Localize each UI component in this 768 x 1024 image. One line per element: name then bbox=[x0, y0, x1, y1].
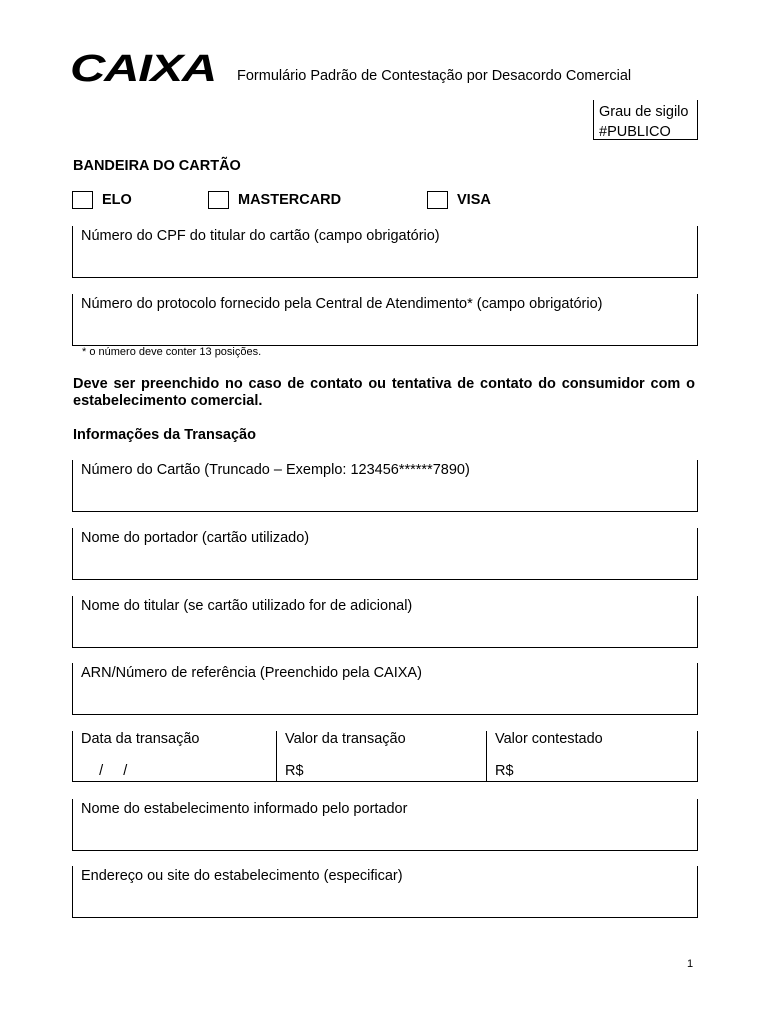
holder-name-field[interactable] bbox=[72, 596, 698, 648]
checkbox-box[interactable] bbox=[72, 191, 93, 209]
field-label: Nome do portador (cartão utilizado) bbox=[81, 530, 310, 546]
instruction-paragraph: Deve ser preenchido no caso de contato ou tentativa de contato do consumidor com o estabelecimento comercial. bbox=[73, 376, 695, 409]
disputed-value: R$ bbox=[495, 763, 514, 779]
sigilo-label: Grau de sigilo bbox=[599, 104, 689, 120]
brand-options bbox=[72, 191, 692, 211]
cpf-field[interactable] bbox=[72, 226, 698, 278]
caixa-logo bbox=[70, 52, 218, 89]
field-label: Número do Cartão (Truncado – Exemplo: 123456******7890) bbox=[81, 462, 470, 478]
field-label: Endereço ou site do estabelecimento (especificar) bbox=[81, 868, 403, 884]
disputed-label: Valor contestado bbox=[495, 731, 603, 747]
caixa-logo-graphic bbox=[70, 52, 218, 84]
document-title: Formulário Padrão de Contestação por Desacordo Comercial bbox=[237, 68, 632, 84]
date-value: / / bbox=[87, 763, 128, 779]
holder-used-field[interactable] bbox=[72, 528, 698, 580]
transaction-heading: Informações da Transação bbox=[73, 427, 256, 443]
protocolo-field[interactable] bbox=[72, 294, 698, 346]
brand-heading: BANDEIRA DO CARTÃO bbox=[73, 158, 241, 174]
transaction-values-row bbox=[72, 731, 698, 782]
field-label: Nome do titular (se cartão utilizado for de adicional) bbox=[81, 598, 413, 614]
checkbox-box[interactable] bbox=[427, 191, 448, 209]
date-label: Data da transação bbox=[81, 731, 200, 747]
merchant-address-field[interactable] bbox=[72, 866, 698, 918]
checkbox-label: ELO bbox=[102, 192, 132, 208]
checkbox-label: VISA bbox=[457, 192, 491, 208]
checkbox-elo[interactable] bbox=[72, 191, 132, 209]
field-label: Número do CPF do titular do cartão (campo obrigatório) bbox=[81, 228, 440, 244]
merchant-name-field[interactable] bbox=[72, 799, 698, 851]
card-number-field[interactable] bbox=[72, 460, 698, 512]
logo-text: CAIXA bbox=[70, 52, 216, 84]
checkbox-visa[interactable] bbox=[427, 191, 491, 209]
field-label: ARN/Número de referência (Preenchido pela CAIXA) bbox=[81, 665, 422, 681]
checkbox-mastercard[interactable] bbox=[208, 191, 341, 209]
amount-label: Valor da transação bbox=[285, 731, 406, 747]
amount-cell[interactable] bbox=[276, 731, 484, 781]
amount-value: R$ bbox=[285, 763, 304, 779]
checkbox-label: MASTERCARD bbox=[238, 192, 342, 208]
sigilo-box bbox=[593, 100, 698, 140]
protocolo-note: * o número deve conter 13 posições. bbox=[82, 346, 262, 358]
disputed-cell[interactable] bbox=[486, 731, 697, 781]
sigilo-value: #PUBLICO bbox=[599, 124, 671, 140]
date-cell[interactable] bbox=[73, 731, 276, 781]
checkbox-box[interactable] bbox=[208, 191, 229, 209]
field-label: Número do protocolo fornecido pela Central de Atendimento* (campo obrigatório) bbox=[81, 296, 603, 312]
field-label: Nome do estabelecimento informado pelo portador bbox=[81, 801, 408, 817]
arn-field[interactable] bbox=[72, 663, 698, 715]
page-number: 1 bbox=[687, 958, 694, 970]
